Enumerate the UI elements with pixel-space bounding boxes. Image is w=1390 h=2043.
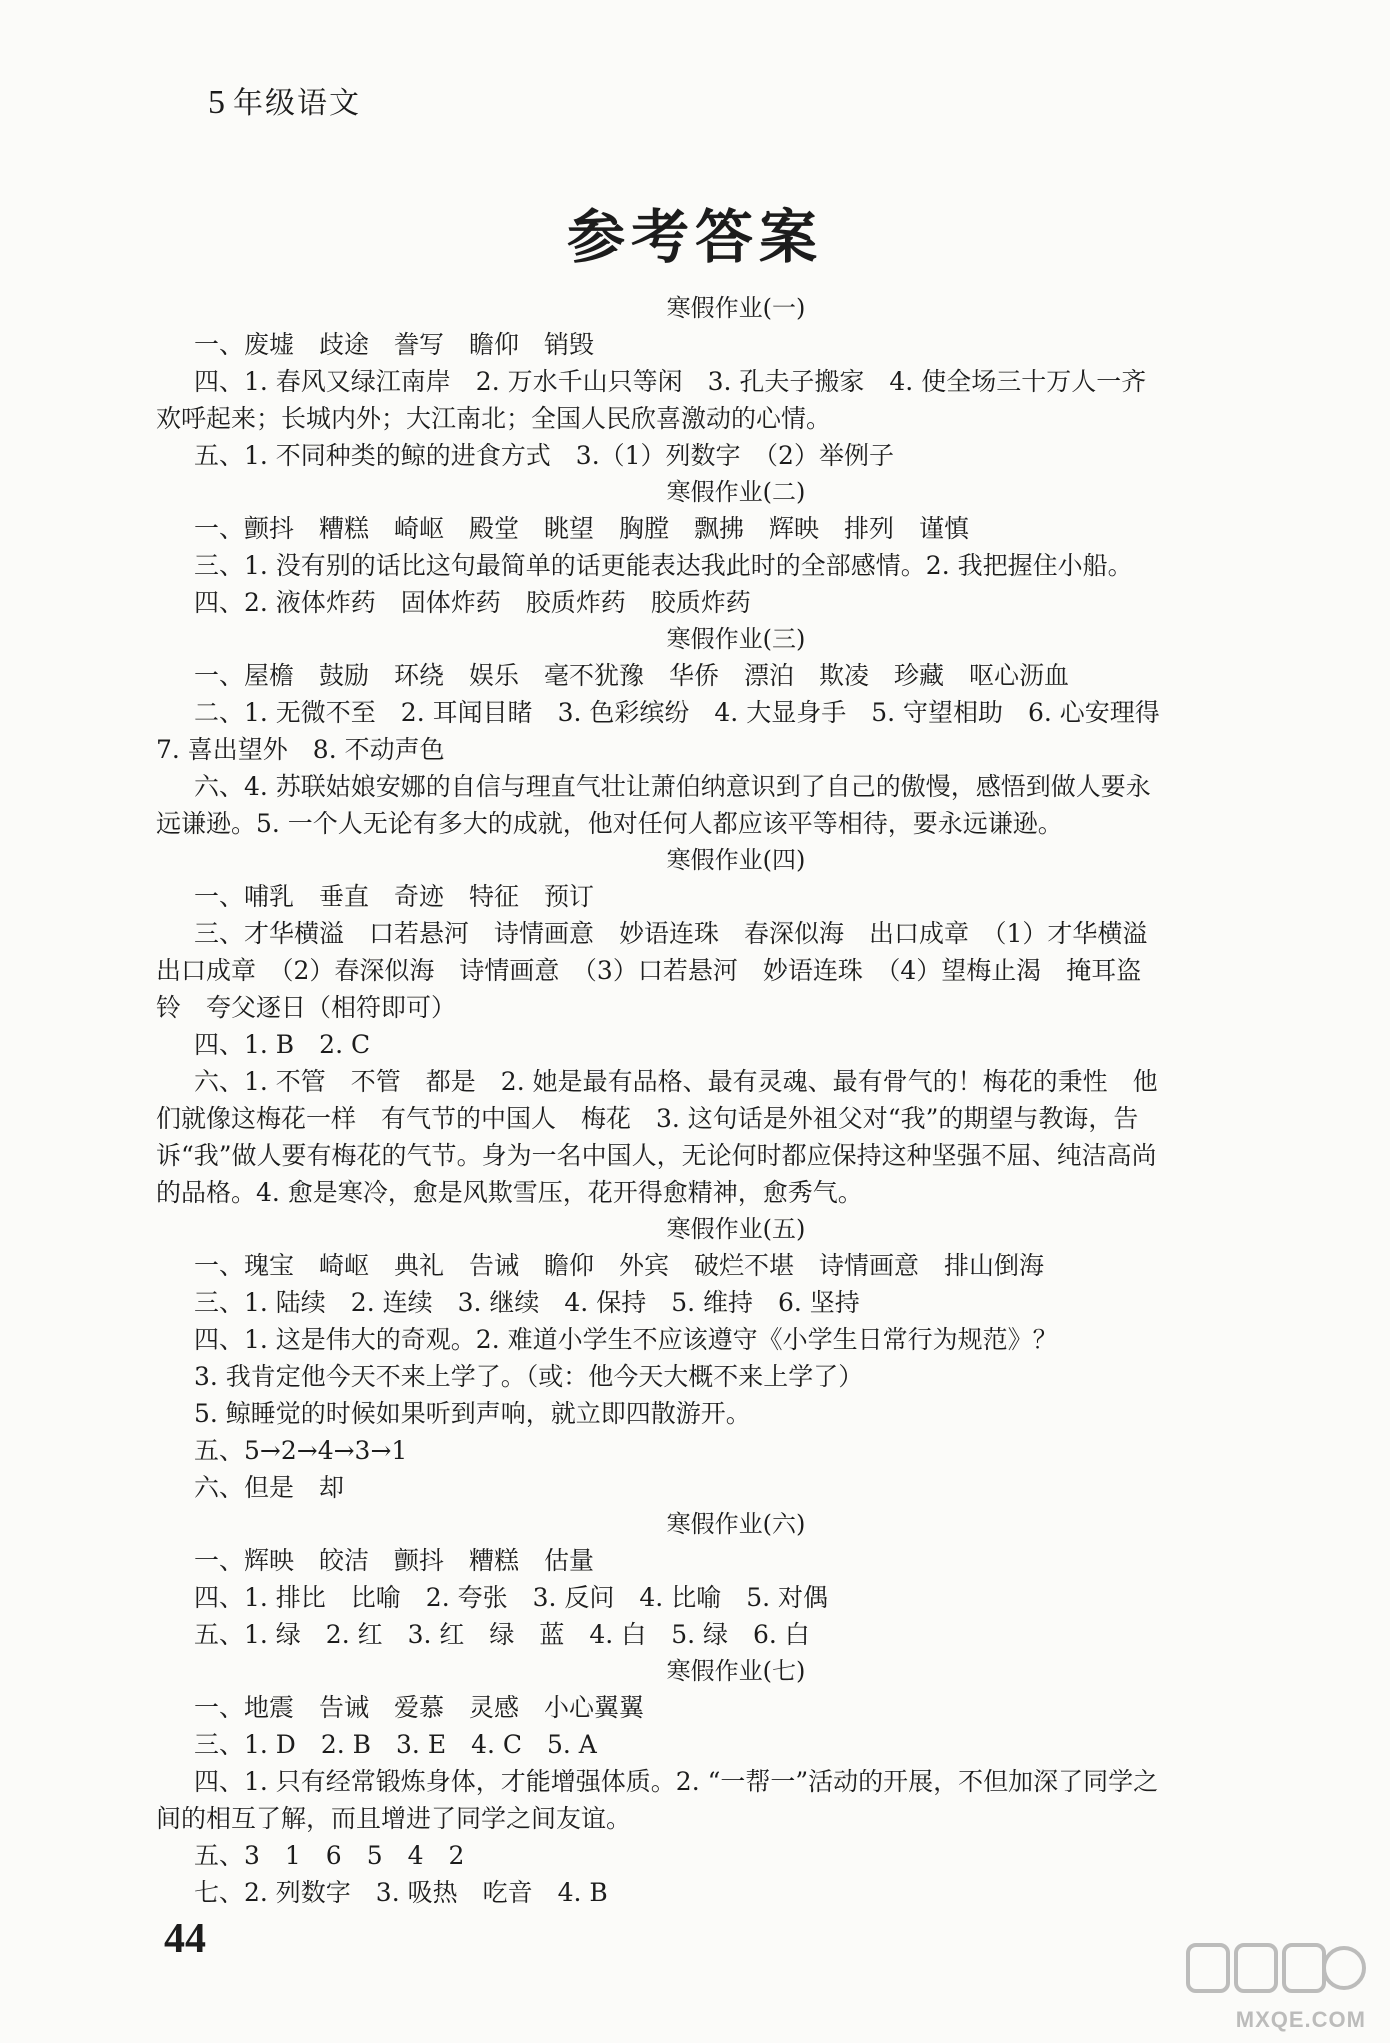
answer-line: 三、1. 没有别的话比这句最简单的话更能表达我此时的全部感情。2. 我把握住小船。: [194, 551, 1133, 580]
answer-line: 远谦逊。5. 一个人无论有多大的成就，他对任何人都应该平等相待，要永远谦逊。: [156, 809, 1063, 838]
section-title: 寒假作业(三): [666, 625, 806, 653]
answer-line: 一、辉映 皎洁 颤抖 糟糕 估量: [194, 1546, 595, 1575]
answer-line: 一、地震 告诫 爱慕 灵感 小心翼翼: [194, 1693, 645, 1722]
watermark: [1180, 1939, 1370, 2035]
answer-line: 们就像这梅花一样 有气节的中国人 梅花 3. 这句话是外祖父对“我”的期望与教诲，告: [156, 1104, 1139, 1133]
answer-section: [156, 842, 1286, 1211]
page-number: 44: [164, 1916, 206, 1962]
answer-line: 五、1. 绿 2. 红 3. 红 绿 蓝 4. 白 5. 绿 6. 白: [194, 1620, 810, 1649]
answer-line: 五、1. 不同种类的鲸的进食方式 3.（1）列数字 （2）举例子: [194, 441, 894, 470]
answer-line: 诉“我”做人要有梅花的气节。身为一名中国人，无论何时都应保持这种坚强不屈、纯洁高尚: [156, 1141, 1157, 1170]
answer-section: [156, 1211, 1286, 1506]
answer-line: 六、4. 苏联姑娘安娜的自信与理直气壮让萧伯纳意识到了自己的傲慢，感悟到做人要永: [194, 772, 1151, 801]
answer-line: 四、1. 春风又绿江南岸 2. 万水千山只等闲 3. 孔夫子搬家 4. 使全场三十万人一齐: [194, 367, 1147, 396]
grade-number: 5: [208, 84, 227, 121]
grade-subject: 年级语文: [233, 86, 361, 121]
answer-line: 出口成章 （2）春深似海 诗情画意 （3）口若悬河 妙语连珠 （4）望梅止渴 掩耳盗: [156, 956, 1142, 985]
answer-line: 一、颤抖 糟糕 崎岖 殿堂 眺望 胸膛 飘拂 辉映 排列 谨慎: [194, 514, 970, 543]
watermark-text: MXQE.COM: [1235, 2007, 1366, 2032]
answer-line: 六、1. 不管 不管 都是 2. 她是最有品格、最有灵魂、最有骨气的！梅花的秉性 他: [194, 1067, 1158, 1096]
answer-section: [156, 1506, 1286, 1653]
answer-line: 七、2. 列数字 3. 吸热 吃音 4. B: [194, 1878, 608, 1907]
answer-line: 四、1. 只有经常锻炼身体，才能增强体质。2. “一帮一”活动的开展，不但加深了同学之: [194, 1767, 1159, 1796]
answer-line: 7. 喜出望外 8. 不动声色: [156, 735, 445, 764]
answer-section: [156, 1653, 1286, 1911]
section-title: 寒假作业(四): [666, 846, 806, 874]
answer-line: 铃 夸父逐日（相符即可）: [156, 993, 457, 1022]
watermark-logo-icon: [1180, 1939, 1370, 2009]
answer-section: [156, 621, 1286, 842]
answer-line: 5. 鲸睡觉的时候如果听到声响，就立即四散游开。: [194, 1399, 751, 1428]
answer-line: 四、1. B 2. C: [194, 1030, 371, 1059]
answer-line: 一、屋檐 鼓励 环绕 娱乐 毫不犹豫 华侨 漂泊 欺凌 珍藏 呕心沥血: [194, 661, 1070, 690]
answer-line: 3. 我肯定他今天不来上学了。（或：他今天大概不来上学了）: [194, 1362, 864, 1391]
answer-line: 四、1. 排比 比喻 2. 夸张 3. 反问 4. 比喻 5. 对偶: [194, 1583, 828, 1612]
page-title: 参考答案: [566, 203, 823, 271]
answer-content: [156, 290, 1286, 1911]
section-title: 寒假作业(六): [666, 1510, 806, 1538]
answer-line: 五、5→2→4→3→1: [194, 1436, 408, 1465]
answer-line: 欢呼起来；长城内外；大江南北；全国人民欣喜激动的心情。: [156, 404, 832, 433]
answer-line: 的品格。4. 愈是寒冷，愈是风欺雪压，花开得愈精神，愈秀气。: [156, 1178, 863, 1207]
answer-line: 间的相互了解，而且增进了同学之间友谊。: [156, 1804, 632, 1833]
answer-line: 三、1. 陆续 2. 连续 3. 继续 4. 保持 5. 维持 6. 坚持: [194, 1288, 860, 1317]
answer-line: 四、1. 这是伟大的奇观。2. 难道小学生不应该遵守《小学生日常行为规范》？: [194, 1325, 1058, 1354]
section-title: 寒假作业(一): [666, 294, 806, 322]
page-header: [208, 78, 361, 122]
section-title: 寒假作业(七): [666, 1657, 806, 1685]
answer-line: 一、哺乳 垂直 奇迹 特征 预订: [194, 882, 595, 911]
answer-line: 一、废墟 歧途 誊写 瞻仰 销毁: [194, 330, 595, 359]
answer-section: [156, 474, 1286, 621]
answer-line: 四、2. 液体炸药 固体炸药 胶质炸药 胶质炸药: [194, 588, 751, 617]
answer-line: 三、才华横溢 口若悬河 诗情画意 妙语连珠 春深似海 出口成章 （1）才华横溢: [194, 919, 1148, 948]
answer-line: 二、1. 无微不至 2. 耳闻目睹 3. 色彩缤纷 4. 大显身手 5. 守望相助 6. 心安理得: [194, 698, 1160, 727]
section-title: 寒假作业(二): [666, 478, 806, 506]
answer-line: 五、3 1 6 5 4 2: [194, 1841, 465, 1870]
answer-line: 一、瑰宝 崎岖 典礼 告诫 瞻仰 外宾 破烂不堪 诗情画意 排山倒海: [194, 1251, 1045, 1280]
answer-line: 三、1. D 2. B 3. E 4. C 5. A: [194, 1730, 597, 1759]
section-title: 寒假作业(五): [666, 1215, 806, 1243]
answer-section: [156, 290, 1286, 474]
answer-line: 六、但是 却: [194, 1473, 345, 1502]
